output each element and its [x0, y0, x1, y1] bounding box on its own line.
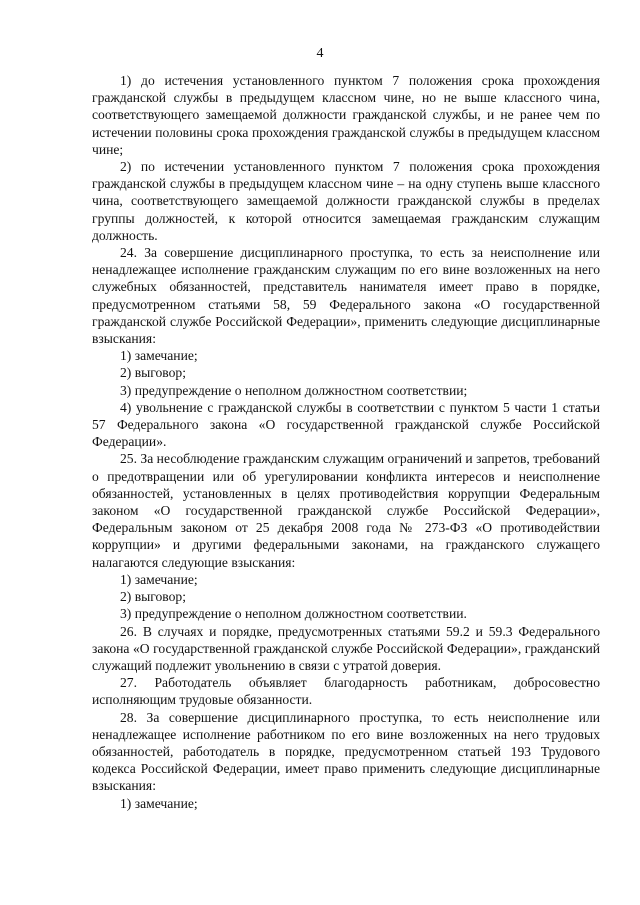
paragraph-26: 26. В случаях и порядке, предусмотренных статьями 59.2 и 59.3 Федерального закона «О государственной гражданской службе Российской Федерации», гражданский служащий подлежит увольнению в связи с утратой доверия. [92, 623, 600, 673]
list-item-24-2: 2) выговор; [120, 365, 187, 381]
paragraph-25: 25. За несоблюдение гражданским служащим ограничений и запретов, требований о предотвращении или об урегулировании конфликта интересов и неисполнение обязанностей, установленных в целях противодействия коррупции Федеральным законом «О государственной гражданской службе Российской Федерации», Федеральным законом от 25 декабря 2008 года № 273-ФЗ «О противодействии коррупции» и другими федеральными законами, на гражданского служащего налагаются следующие взыскания: [92, 451, 600, 570]
paragraph-27: 27. Работодатель объявляет благодарность работникам, добросовестно исполняющим трудовые обязанности. [92, 675, 600, 708]
list-item-24-4: 4) увольнение с гражданской службы в соответствии с пунктом 5 части 1 статьи 57 Федерального закона «О государственной гражданской службе Российской Федерации». [92, 399, 600, 450]
list-item-25-1: 1) замечание; [120, 571, 198, 587]
list-item-25-2: 2) выговор; [120, 589, 187, 605]
page-number: 4 [316, 46, 324, 61]
list-item-24-3: 3) предупреждение о неполном должностном соответствии; [120, 382, 468, 398]
list-item-24-1: 1) замечание; [120, 348, 198, 364]
paragraph-24: 24. За совершение дисциплинарного проступка, то есть за неисполнение или ненадлежащее исполнение гражданским служащим по его вине возложенных на него служебных обязанностей, представитель нанимателя имеет право в порядке, предусмотренном статьями 58, 59 Федерального закона «О государственной гражданской службе Российской Федерации», применить следующие дисциплинарные взыскания: [92, 245, 600, 347]
paragraph-23-item-1: 1) до истечения установленного пунктом 7 положения срока прохождения гражданской службы в предыдущем классном чине, но не выше классного чина, соответствующего замещаемой должности гражданской службы, и не ранее чем по истечении половины срока прохождения гражданской службы в предыдущем классном чине; [92, 73, 600, 157]
paragraph-28: 28. За совершение дисциплинарного проступка, то есть неисполнение или ненадлежащее исполнение работником по его вине возложенных на него трудовых обязанностей, работодатель в порядке, предусмотренном статьей 193 Трудового кодекса Российской Федерации, имеет право применить следующие дисциплинарные взыскания: [92, 709, 600, 794]
document-body [92, 72, 600, 812]
list-item-25-3: 3) предупреждение о неполном должностном соответствии. [120, 606, 467, 622]
paragraph-23-item-2: 2) по истечении установленного пунктом 7 положения срока прохождения гражданской службы в предыдущем классном чине – на одну ступень выше классного чина, соответствующего замещаемой должности гражданской службы в пределах группы должностей, к которой относится замещаемая гражданским служащим должность. [92, 159, 600, 243]
list-item-28-1: 1) замечание; [120, 795, 198, 811]
